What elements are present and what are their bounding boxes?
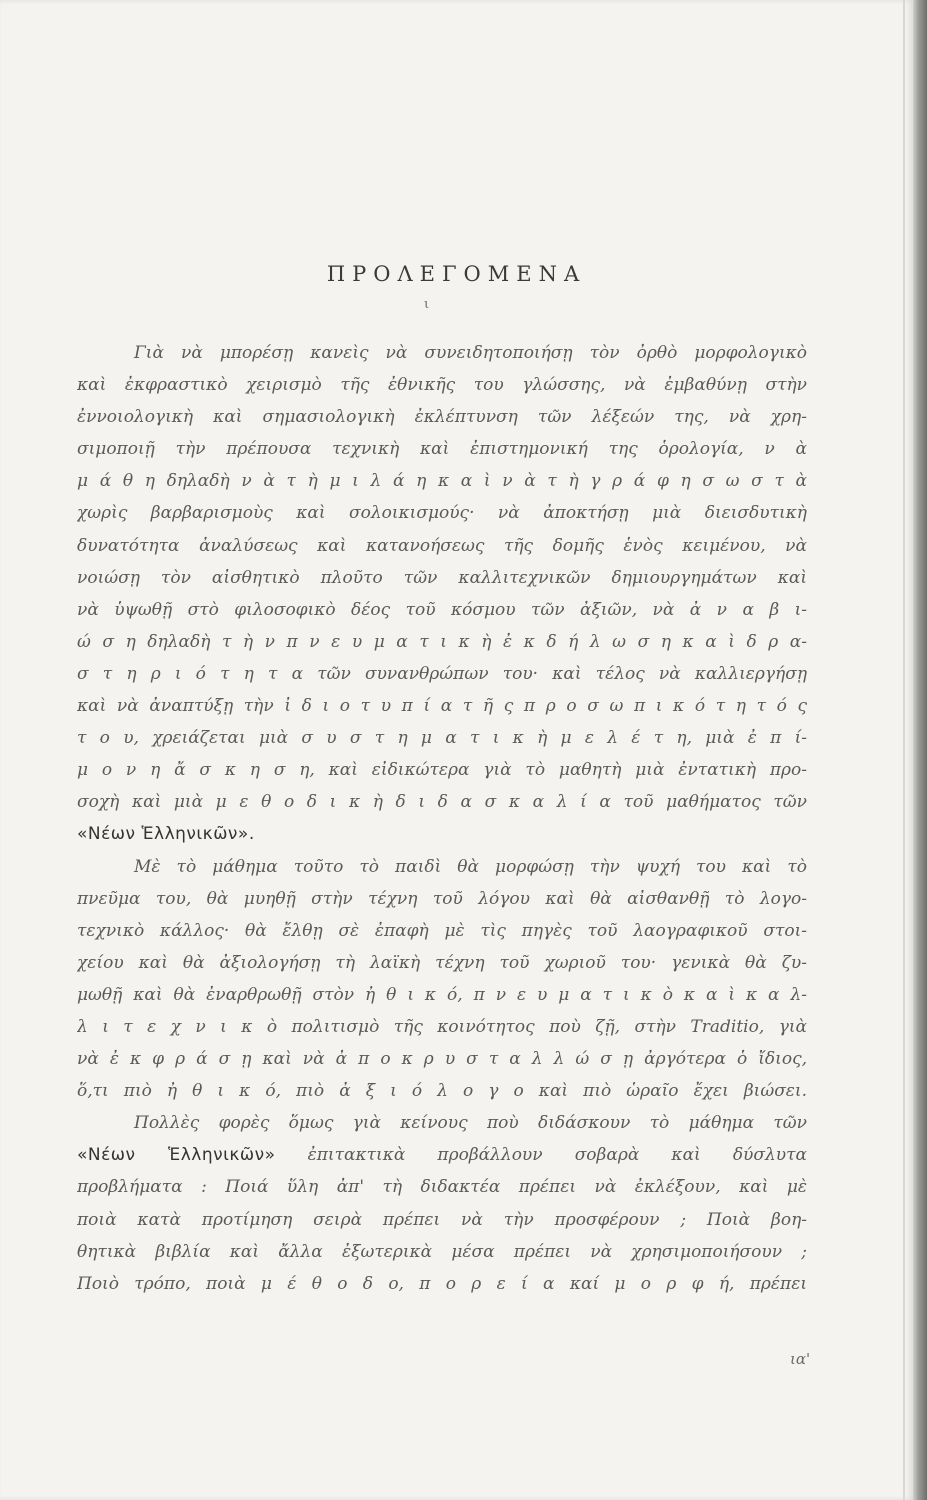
body-text bbox=[77, 337, 807, 1300]
page-number: ια' bbox=[790, 1350, 811, 1368]
text-line: καὶ νὰ ἀναπτύξῃ τὴν ἰ δ ι ο τ υ π ί α τ ῆ ς π ρ ο σ ω π ι κ ό τ η τ ό ς bbox=[77, 696, 807, 717]
text-line: μωθῇ καὶ θὰ ἐναρθρωθῇ στὸν ἠ θ ι κ ό, π ν ε υ μ α τ ι κ ὸ κ α ὶ κ α λ- bbox=[77, 984, 807, 1005]
text-line: ἐννοιολογικὴ καὶ σημασιολογικὴ ἐκλέπτυνση τῶν λέξεών της, νὰ χρη- bbox=[77, 407, 807, 428]
text-line: μ ά θ η δηλαδὴ ν ὰ τ ὴ μ ι λ ά η κ α ὶ ν ὰ τ ὴ γ ρ ά φ η σ ω σ τ ὰ bbox=[77, 471, 807, 492]
title-mark: ι bbox=[424, 297, 430, 312]
subject-name: «Νέων Ἑλληνικῶν». bbox=[77, 824, 255, 845]
text-line: νὰ ἐ κ φ ρ ά σ ῃ καὶ νὰ ἀ π ο κ ρ υ σ τ α λ λ ώ σ ῃ ἀργότερα ὁ ἴδιος, bbox=[77, 1049, 807, 1070]
text-line: σιμοποιῇ τὴν πρέπουσα τεχνικὴ καὶ ἐπιστημονική της ὁρολογία, ν ὰ bbox=[77, 439, 807, 460]
text-line: ὅ,τι πιὸ ἠ θ ι κ ό, πιὸ ἀ ξ ι ό λ ο γ ο καὶ πιὸ ὡραῖο ἔχει βιώσει. bbox=[77, 1081, 807, 1102]
text-line: Μὲ τὸ μάθημα τοῦτο τὸ παιδὶ θὰ μορφώσῃ τὴν ψυχή του καὶ τὸ bbox=[134, 856, 807, 877]
text-line: πνεῦμα του, θὰ μυηθῇ στὴν τέχνη τοῦ λόγου καὶ θὰ αἰσθανθῇ τὸ λογο- bbox=[77, 888, 807, 909]
text-line: σ τ η ρ ι ό τ η τ α τῶν συνανθρώπων του· καὶ τέλος νὰ καλλιεργήσῃ bbox=[77, 663, 807, 684]
text-line: προβλήματα : Ποιά ὕλη ἀπ' τὴ διδακτέα πρέπει νὰ ἐκλέξουν, καὶ μὲ bbox=[77, 1177, 807, 1198]
text-line: μ ο ν η ἄ σ κ η σ η, καὶ εἰδικώτερα γιὰ τὸ μαθητὴ μιὰ ἐντατικὴ προ- bbox=[77, 760, 807, 781]
text-line: καὶ ἐκφραστικὸ χειρισμὸ τῆς ἐθνικῆς του γλώσσης, νὰ ἐμβαθύνῃ στὴν bbox=[77, 375, 807, 396]
page-title: ΠΡΟΛΕΓΟΜΕΝΑ bbox=[326, 262, 587, 286]
text-line: Γιὰ νὰ μπορέσῃ κανεὶς νὰ συνειδητοποιήσῃ τὸν ὀρθὸ μορφολογικὸ bbox=[134, 343, 807, 363]
text-line-with-name bbox=[77, 1139, 807, 1171]
text-line: δυνατότητα ἀναλύσεως καὶ κατανοήσεως τῆς δομῆς ἑνὸς κειμένου, νὰ bbox=[77, 535, 807, 556]
text-line: ώ σ η δηλαδὴ τ ὴ ν π ν ε υ μ α τ ι κ ὴ ἐ κ δ ή λ ω σ η κ α ὶ δ ρ α- bbox=[77, 631, 807, 652]
subject-name: «Νέων Ἑλληνικῶν» bbox=[77, 1145, 276, 1166]
text-line: θητικὰ βιβλία καὶ ἄλλα ἐξωτερικὰ μέσα πρέπει νὰ χρησιμοποιήσουν ; bbox=[77, 1241, 807, 1262]
text-line-closing bbox=[77, 818, 807, 850]
text-line: ποιὰ κατὰ προτίμηση σειρὰ πρέπει νὰ τὴν προσφέρουν ; Ποιὰ βοη- bbox=[77, 1209, 807, 1230]
text-line: λ ι τ ε χ ν ι κ ὸ πολιτισμὸ τῆς κοινότητος ποὺ ζῇ, στὴν Traditio, γιὰ bbox=[77, 1016, 807, 1037]
book-page-edge bbox=[913, 0, 927, 1500]
text-line: νοιώσῃ τὸν αἰσθητικὸ πλοῦτο τῶν καλλιτεχνικῶν δημιουργημάτων καὶ bbox=[77, 567, 807, 588]
page-gutter-line bbox=[903, 0, 905, 1500]
text-line: νὰ ὑψωθῇ στὸ φιλοσοφικὸ δέος τοῦ κόσμου τῶν ἀξιῶν, νὰ ἀ ν α β ι- bbox=[77, 599, 807, 620]
text-line: χείου καὶ θὰ ἀξιολογήσῃ τὴ λαϊκὴ τέχνη τοῦ χωριοῦ του· γενικὰ θὰ ζυ- bbox=[77, 952, 807, 973]
text-line: τεχνικὸ κάλλος· θὰ ἔλθῃ σὲ ἐπαφὴ μὲ τὶς πηγὲς τοῦ λαογραφικοῦ στοι- bbox=[77, 920, 807, 941]
text-line: τ ο υ, χρειάζεται μιὰ σ υ σ τ η μ α τ ι κ ὴ μ ε λ έ τ η, μιὰ ἐ π ί- bbox=[77, 728, 807, 749]
text-line: Ποιὸ τρόπο, ποιὰ μ έ θ ο δ ο, π ο ρ ε ί α καί μ ο ρ φ ή, πρέπει bbox=[77, 1273, 807, 1294]
text-line: Πολλὲς φορὲς ὅμως γιὰ κείνους ποὺ διδάσκουν τὸ μάθημα τῶν bbox=[134, 1113, 807, 1134]
text-segment: ἐπιτακτικὰ προβάλλουν σοβαρὰ καὶ δύσλυτα bbox=[275, 1145, 807, 1166]
text-line: χωρὶς βαρβαρισμοὺς καὶ σολοικισμούς· νὰ ἀποκτήσῃ μιὰ διεισδυτικὴ bbox=[77, 503, 807, 524]
text-line: σοχὴ καὶ μιὰ μ ε θ ο δ ι κ ὴ δ ι δ α σ κ α λ ί α τοῦ μαθήματος τῶν bbox=[77, 792, 807, 813]
